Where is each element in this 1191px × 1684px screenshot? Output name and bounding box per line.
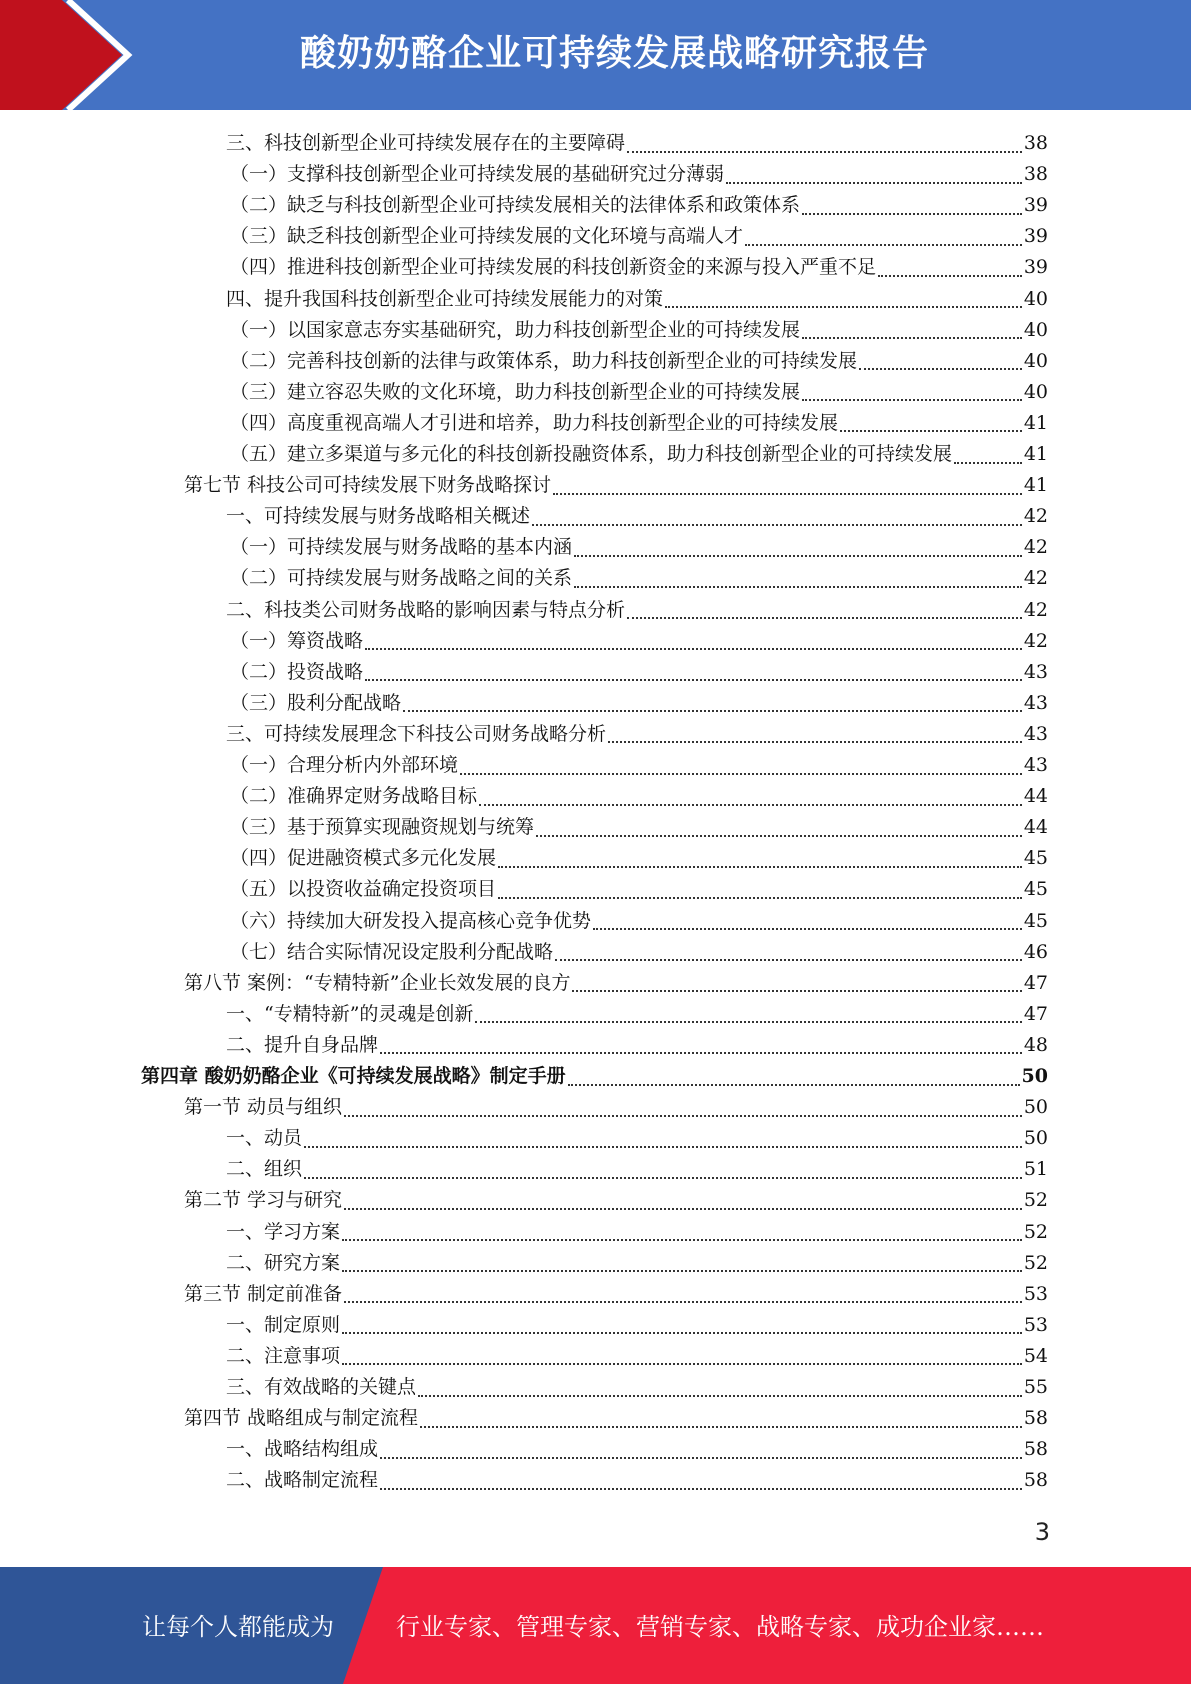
toc-dot-leader [878, 275, 1022, 277]
toc-entry-title: （二）准确界定财务战略目标 [230, 785, 478, 808]
toc-dot-leader [344, 1301, 1022, 1303]
toc-entry-page: 50 [1021, 1065, 1048, 1087]
toc-dot-leader [365, 648, 1022, 650]
toc-entry-page: 52 [1023, 1220, 1048, 1243]
toc-entry-title: 四、提升我国科技创新型企业可持续发展能力的对策 [226, 287, 664, 310]
toc-dot-leader [380, 1488, 1022, 1490]
toc-entry-page: 43 [1023, 754, 1048, 776]
report-title: 酸奶奶酪企业可持续发展战略研究报告 [300, 33, 930, 74]
toc-entry-page: 43 [1023, 722, 1048, 745]
toc-entry-title: （二）完善科技创新的法律与政策体系，助力科技创新型企业的可持续发展 [230, 349, 858, 372]
toc-entry-page: 53 [1023, 1282, 1048, 1305]
toc-entry[interactable] [226, 284, 1048, 315]
toc-entry[interactable] [230, 750, 1048, 781]
toc-entry[interactable] [230, 159, 1048, 190]
toc-entry-page: 39 [1023, 256, 1048, 279]
toc-dot-leader [498, 897, 1022, 899]
toc-entry-page: 42 [1023, 536, 1048, 559]
toc-dot-leader [553, 493, 1022, 495]
toc-entry-page: 46 [1023, 940, 1048, 963]
toc-entry[interactable] [226, 128, 1048, 159]
toc-entry-title: （七）结合实际情况设定股利分配战略 [230, 940, 554, 963]
toc-dot-leader [627, 617, 1022, 619]
toc-entry[interactable] [226, 1123, 1048, 1154]
toc-entry-title: 二、组织 [226, 1158, 303, 1181]
toc-dot-leader [627, 151, 1022, 153]
toc-entry-page: 42 [1023, 629, 1048, 652]
toc-dot-leader [802, 337, 1022, 339]
toc-dot-leader [380, 1052, 1022, 1054]
toc-dot-leader [420, 1426, 1022, 1428]
toc-entry[interactable] [141, 1061, 1048, 1092]
toc-entry[interactable] [184, 968, 1048, 999]
toc-entry[interactable] [226, 1248, 1048, 1279]
toc-dot-leader [344, 1115, 1022, 1117]
toc-entry-title: 第四章 酸奶奶酪企业《可持续发展战略》制定手册 [141, 1065, 566, 1087]
toc-entry-title: 第四节 战略组成与制定流程 [184, 1407, 419, 1430]
toc-entry-title: （二）缺乏与科技创新型企业可持续发展相关的法律体系和政策体系 [230, 194, 801, 217]
toc-entry[interactable] [230, 626, 1048, 657]
toc-entry[interactable] [230, 874, 1048, 905]
toc-entry[interactable] [230, 906, 1048, 937]
toc-dot-leader [418, 1395, 1022, 1397]
toc-entry-title: （一）可持续发展与财务战略的基本内涵 [230, 536, 573, 559]
toc-dot-leader [475, 1021, 1021, 1023]
toc-entry-page: 40 [1023, 380, 1048, 403]
toc-entry-title: 一、“专精特新”的灵魂是创新 [226, 1002, 474, 1025]
toc-dot-leader [726, 182, 1022, 184]
toc-dot-leader [344, 1208, 1022, 1210]
toc-entry-title: （四）推进科技创新型企业可持续发展的科技创新资金的来源与投入严重不足 [230, 256, 877, 279]
toc-entry-page: 40 [1023, 349, 1048, 372]
toc-entry-title: 二、注意事项 [226, 1344, 341, 1367]
toc-entry[interactable] [230, 221, 1048, 252]
toc-dot-leader [403, 710, 1022, 712]
toc-entry-title: （一）合理分析内外部环境 [230, 754, 459, 776]
toc-entry-title: 第一节 动员与组织 [184, 1096, 343, 1119]
toc-dot-leader [572, 990, 1021, 992]
toc-dot-leader [859, 368, 1022, 370]
toc-entry[interactable] [184, 1185, 1048, 1216]
toc-dot-leader [555, 959, 1022, 961]
toc-entry[interactable] [226, 1434, 1048, 1465]
toc-dot-leader [342, 1363, 1022, 1365]
footer-slogan-right: 行业专家、管理专家、营销专家、战略专家、成功企业家…… [396, 1613, 1044, 1641]
toc-entry-page: 54 [1023, 1344, 1048, 1367]
toc-entry[interactable] [184, 470, 1048, 501]
toc-entry-page: 40 [1023, 287, 1048, 310]
toc-entry-title: （三）缺乏科技创新型企业可持续发展的文化环境与高端人才 [230, 225, 744, 248]
toc-entry[interactable] [226, 999, 1048, 1030]
toc-entry-page: 41 [1023, 474, 1048, 497]
footer-slogan-left: 让每个人都能成为 [142, 1613, 334, 1641]
toc-entry-title: （三）股利分配战略 [230, 691, 402, 714]
toc-entry[interactable] [226, 1372, 1048, 1403]
toc-entry-page: 43 [1023, 660, 1048, 683]
toc-entry-title: （三）基于预算实现融资规划与统筹 [230, 816, 535, 839]
toc-entry-page: 58 [1023, 1438, 1048, 1461]
toc-entry[interactable] [226, 719, 1048, 750]
toc-entry-page: 42 [1023, 598, 1048, 621]
toc-entry[interactable] [184, 1403, 1048, 1434]
toc-dot-leader [802, 213, 1022, 215]
toc-entry[interactable] [230, 346, 1048, 377]
toc-entry-title: 三、可持续发展理念下科技公司财务战略分析 [226, 722, 607, 745]
toc-entry-page: 58 [1023, 1469, 1048, 1492]
toc-dot-leader [568, 1084, 1020, 1086]
toc-entry-page: 45 [1023, 878, 1048, 901]
toc-dot-leader [498, 866, 1022, 868]
toc-entry-page: 40 [1023, 318, 1048, 341]
toc-entry-title: （四）促进融资模式多元化发展 [230, 847, 497, 870]
toc-dot-leader [342, 1239, 1022, 1241]
toc-dot-leader [532, 524, 1022, 526]
toc-dot-leader [342, 1270, 1022, 1272]
toc-entry[interactable] [184, 1092, 1048, 1123]
toc-entry-title: 一、制定原则 [226, 1313, 341, 1336]
toc-entry-title: 二、研究方案 [226, 1251, 341, 1274]
toc-entry-title: 三、科技创新型企业可持续发展存在的主要障碍 [226, 132, 626, 154]
toc-entry[interactable] [226, 1154, 1048, 1185]
toc-entry-page: 39 [1023, 225, 1048, 248]
toc-entry-page: 39 [1023, 194, 1048, 217]
toc-entry-title: （六）持续加大研发投入提高核心竞争优势 [230, 909, 592, 932]
toc-entry[interactable] [230, 657, 1048, 688]
page-footer [0, 1567, 1191, 1684]
toc-entry[interactable] [226, 1310, 1048, 1341]
toc-entry-title: 一、动员 [226, 1127, 303, 1150]
toc-entry-page: 44 [1023, 816, 1048, 839]
toc-entry[interactable] [226, 501, 1048, 532]
toc-entry-title: 第七节 科技公司可持续发展下财务战略探讨 [184, 474, 552, 497]
toc-entry[interactable] [226, 1465, 1048, 1496]
toc-entry[interactable] [230, 408, 1048, 439]
toc-entry-page: 48 [1023, 1033, 1048, 1056]
toc-entry-page: 50 [1023, 1096, 1048, 1119]
toc-entry-title: （四）高度重视高端人才引进和培养，助力科技创新型企业的可持续发展 [230, 411, 839, 434]
toc-dot-leader [840, 430, 1022, 432]
toc-entry-title: 第八节 案例：“专精特新”企业长效发展的良方 [184, 971, 571, 994]
toc-dot-leader [342, 1332, 1022, 1334]
toc-dot-leader [745, 244, 1022, 246]
toc-dot-leader [365, 679, 1022, 681]
toc-dot-leader [665, 306, 1022, 308]
toc-entry-page: 41 [1023, 443, 1048, 465]
toc-entry-title: （二）可持续发展与财务战略之间的关系 [230, 567, 573, 590]
toc-entry-page: 52 [1023, 1189, 1048, 1212]
toc-entry-page: 53 [1023, 1313, 1048, 1336]
toc-entry-page: 58 [1023, 1407, 1048, 1430]
toc-entry[interactable] [230, 781, 1048, 812]
toc-dot-leader [608, 741, 1022, 743]
toc-entry-title: 一、可持续发展与财务战略相关概述 [226, 505, 531, 528]
toc-entry[interactable] [230, 252, 1048, 283]
toc-entry-page: 45 [1023, 847, 1048, 870]
toc-dot-leader [574, 586, 1022, 588]
toc-dot-leader [593, 928, 1022, 930]
toc-entry-title: 一、战略结构组成 [226, 1438, 379, 1461]
toc-entry-page: 44 [1023, 785, 1048, 808]
toc-entry[interactable] [226, 1030, 1048, 1061]
toc-entry-page: 38 [1023, 132, 1048, 154]
toc-entry[interactable] [184, 1279, 1048, 1310]
page-header [0, 0, 1191, 110]
toc-entry[interactable] [230, 532, 1048, 563]
toc-entry-page: 45 [1023, 909, 1048, 932]
toc-entry[interactable] [230, 377, 1048, 408]
toc-entry-title: 第二节 学习与研究 [184, 1189, 343, 1212]
toc-entry[interactable] [230, 688, 1048, 719]
toc-dot-leader [536, 835, 1022, 837]
toc-dot-leader [304, 1177, 1022, 1179]
toc-dot-leader [304, 1146, 1022, 1148]
toc-dot-leader [479, 804, 1022, 806]
toc-entry-page: 47 [1023, 1002, 1048, 1025]
toc-entry[interactable] [226, 1341, 1048, 1372]
toc-entry[interactable] [230, 812, 1048, 843]
toc-dot-leader [574, 555, 1022, 557]
toc-entry-title: （五）建立多渠道与多元化的科技创新投融资体系，助力科技创新型企业的可持续发展 [230, 443, 953, 465]
toc-entry-page: 50 [1023, 1127, 1048, 1150]
toc-entry[interactable] [230, 190, 1048, 221]
toc-dot-leader [802, 399, 1022, 401]
toc-entry-page: 42 [1023, 505, 1048, 528]
page-number: 3 [1034, 1518, 1050, 1546]
toc-entry-page: 51 [1023, 1158, 1048, 1181]
toc-dot-leader [954, 462, 1022, 464]
toc-entry-page: 47 [1023, 971, 1048, 994]
toc-entry-title: 第三节 制定前准备 [184, 1282, 343, 1305]
toc-entry-page: 42 [1023, 567, 1048, 590]
toc-entry-page: 38 [1023, 163, 1048, 186]
toc-entry-page: 52 [1023, 1251, 1048, 1274]
toc-entry-title: 一、学习方案 [226, 1220, 341, 1243]
toc-dot-leader [380, 1457, 1022, 1459]
toc-entry[interactable] [226, 595, 1048, 626]
toc-entry-title: （三）建立容忍失败的文化环境，助力科技创新型企业的可持续发展 [230, 380, 801, 403]
toc-entry[interactable] [230, 439, 1048, 470]
toc-entry[interactable] [230, 315, 1048, 346]
toc-entry[interactable] [230, 937, 1048, 968]
toc-dot-leader [460, 773, 1022, 775]
toc-entry-page: 43 [1023, 691, 1048, 714]
toc-entry-title: 二、科技类公司财务战略的影响因素与特点分析 [226, 598, 626, 621]
toc-entry-page: 55 [1023, 1376, 1048, 1398]
toc-entry-title: （二）投资战略 [230, 660, 364, 683]
header-arrow-decoration [0, 0, 160, 110]
toc-entry-title: 三、有效战略的关键点 [226, 1376, 417, 1398]
toc-entry[interactable] [230, 563, 1048, 594]
toc-entry-title: （五）以投资收益确定投资项目 [230, 878, 497, 901]
toc-entry-title: （一）以国家意志夯实基础研究，助力科技创新型企业的可持续发展 [230, 318, 801, 341]
toc-entry-title: （一）支撑科技创新型企业可持续发展的基础研究过分薄弱 [230, 163, 725, 186]
toc-entry-page: 41 [1023, 411, 1048, 434]
toc-entry-title: （一）筹资战略 [230, 629, 364, 652]
toc-entry-title: 二、提升自身品牌 [226, 1033, 379, 1056]
toc-entry[interactable] [226, 1217, 1048, 1248]
toc-entry[interactable] [230, 843, 1048, 874]
toc-entry-title: 二、战略制定流程 [226, 1469, 379, 1492]
